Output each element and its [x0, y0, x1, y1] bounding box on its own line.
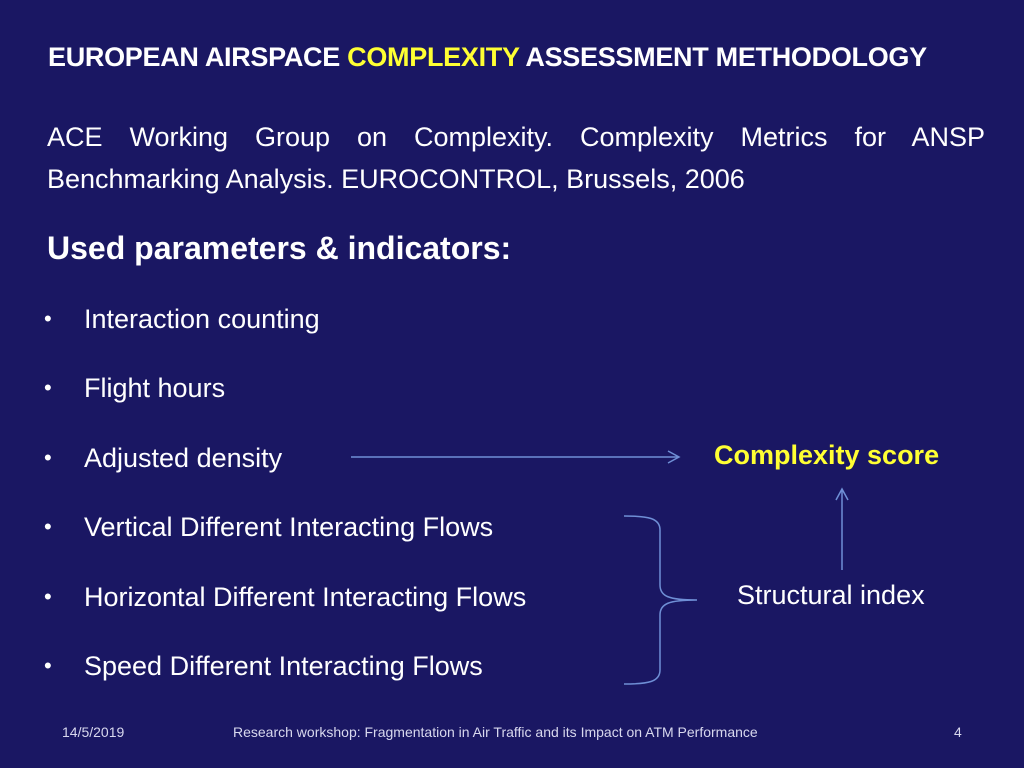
structural-index-label: Structural index [737, 580, 925, 610]
footer-workshop-title: Research workshop: Fragmentation in Air Traffic and its Impact on ATM Performance [233, 724, 758, 740]
list-item-label: Horizontal Different Interacting Flows [84, 581, 527, 612]
density-arrow-head-icon [668, 451, 679, 463]
reference-text: ACE Working Group on Complexity. Complexity Metrics for ANSP Benchmarking Analysis. EUROCONTROL, Brussels, 2006 [47, 122, 985, 194]
list-item-label: Interaction counting [84, 303, 320, 334]
list-item [44, 299, 320, 339]
list-item-label: Vertical Different Interacting Flows [84, 511, 494, 542]
title-highlight: COMPLEXITY [347, 42, 520, 72]
bullet-icon: • [44, 514, 52, 539]
list-item [44, 507, 493, 547]
footer-date: 14/5/2019 [62, 724, 125, 740]
section-heading: Used parameters & indicators: [47, 230, 512, 266]
bullet-icon: • [44, 375, 52, 400]
slide-title [48, 42, 988, 73]
footer-page-number: 4 [954, 724, 962, 740]
complexity-score-label: Complexity score [714, 440, 940, 470]
bullet-icon: • [44, 445, 52, 470]
brace-icon [624, 516, 697, 684]
list-item [44, 646, 483, 686]
bullet-icon: • [44, 653, 52, 678]
list-item [44, 438, 282, 478]
list-item-label: Adjusted density [84, 442, 283, 473]
bullet-icon: • [44, 306, 52, 331]
structural-arrow-head-icon [836, 489, 848, 500]
list-item-label: Flight hours [84, 372, 226, 403]
title-part-2: ASSESSMENT METHODOLOGY [519, 42, 927, 72]
list-item [44, 368, 225, 408]
list-item [44, 577, 526, 617]
title-part-1: EUROPEAN AIRSPACE [48, 42, 348, 72]
bullet-icon: • [44, 584, 52, 609]
list-item-label: Speed Different Interacting Flows [84, 650, 483, 681]
